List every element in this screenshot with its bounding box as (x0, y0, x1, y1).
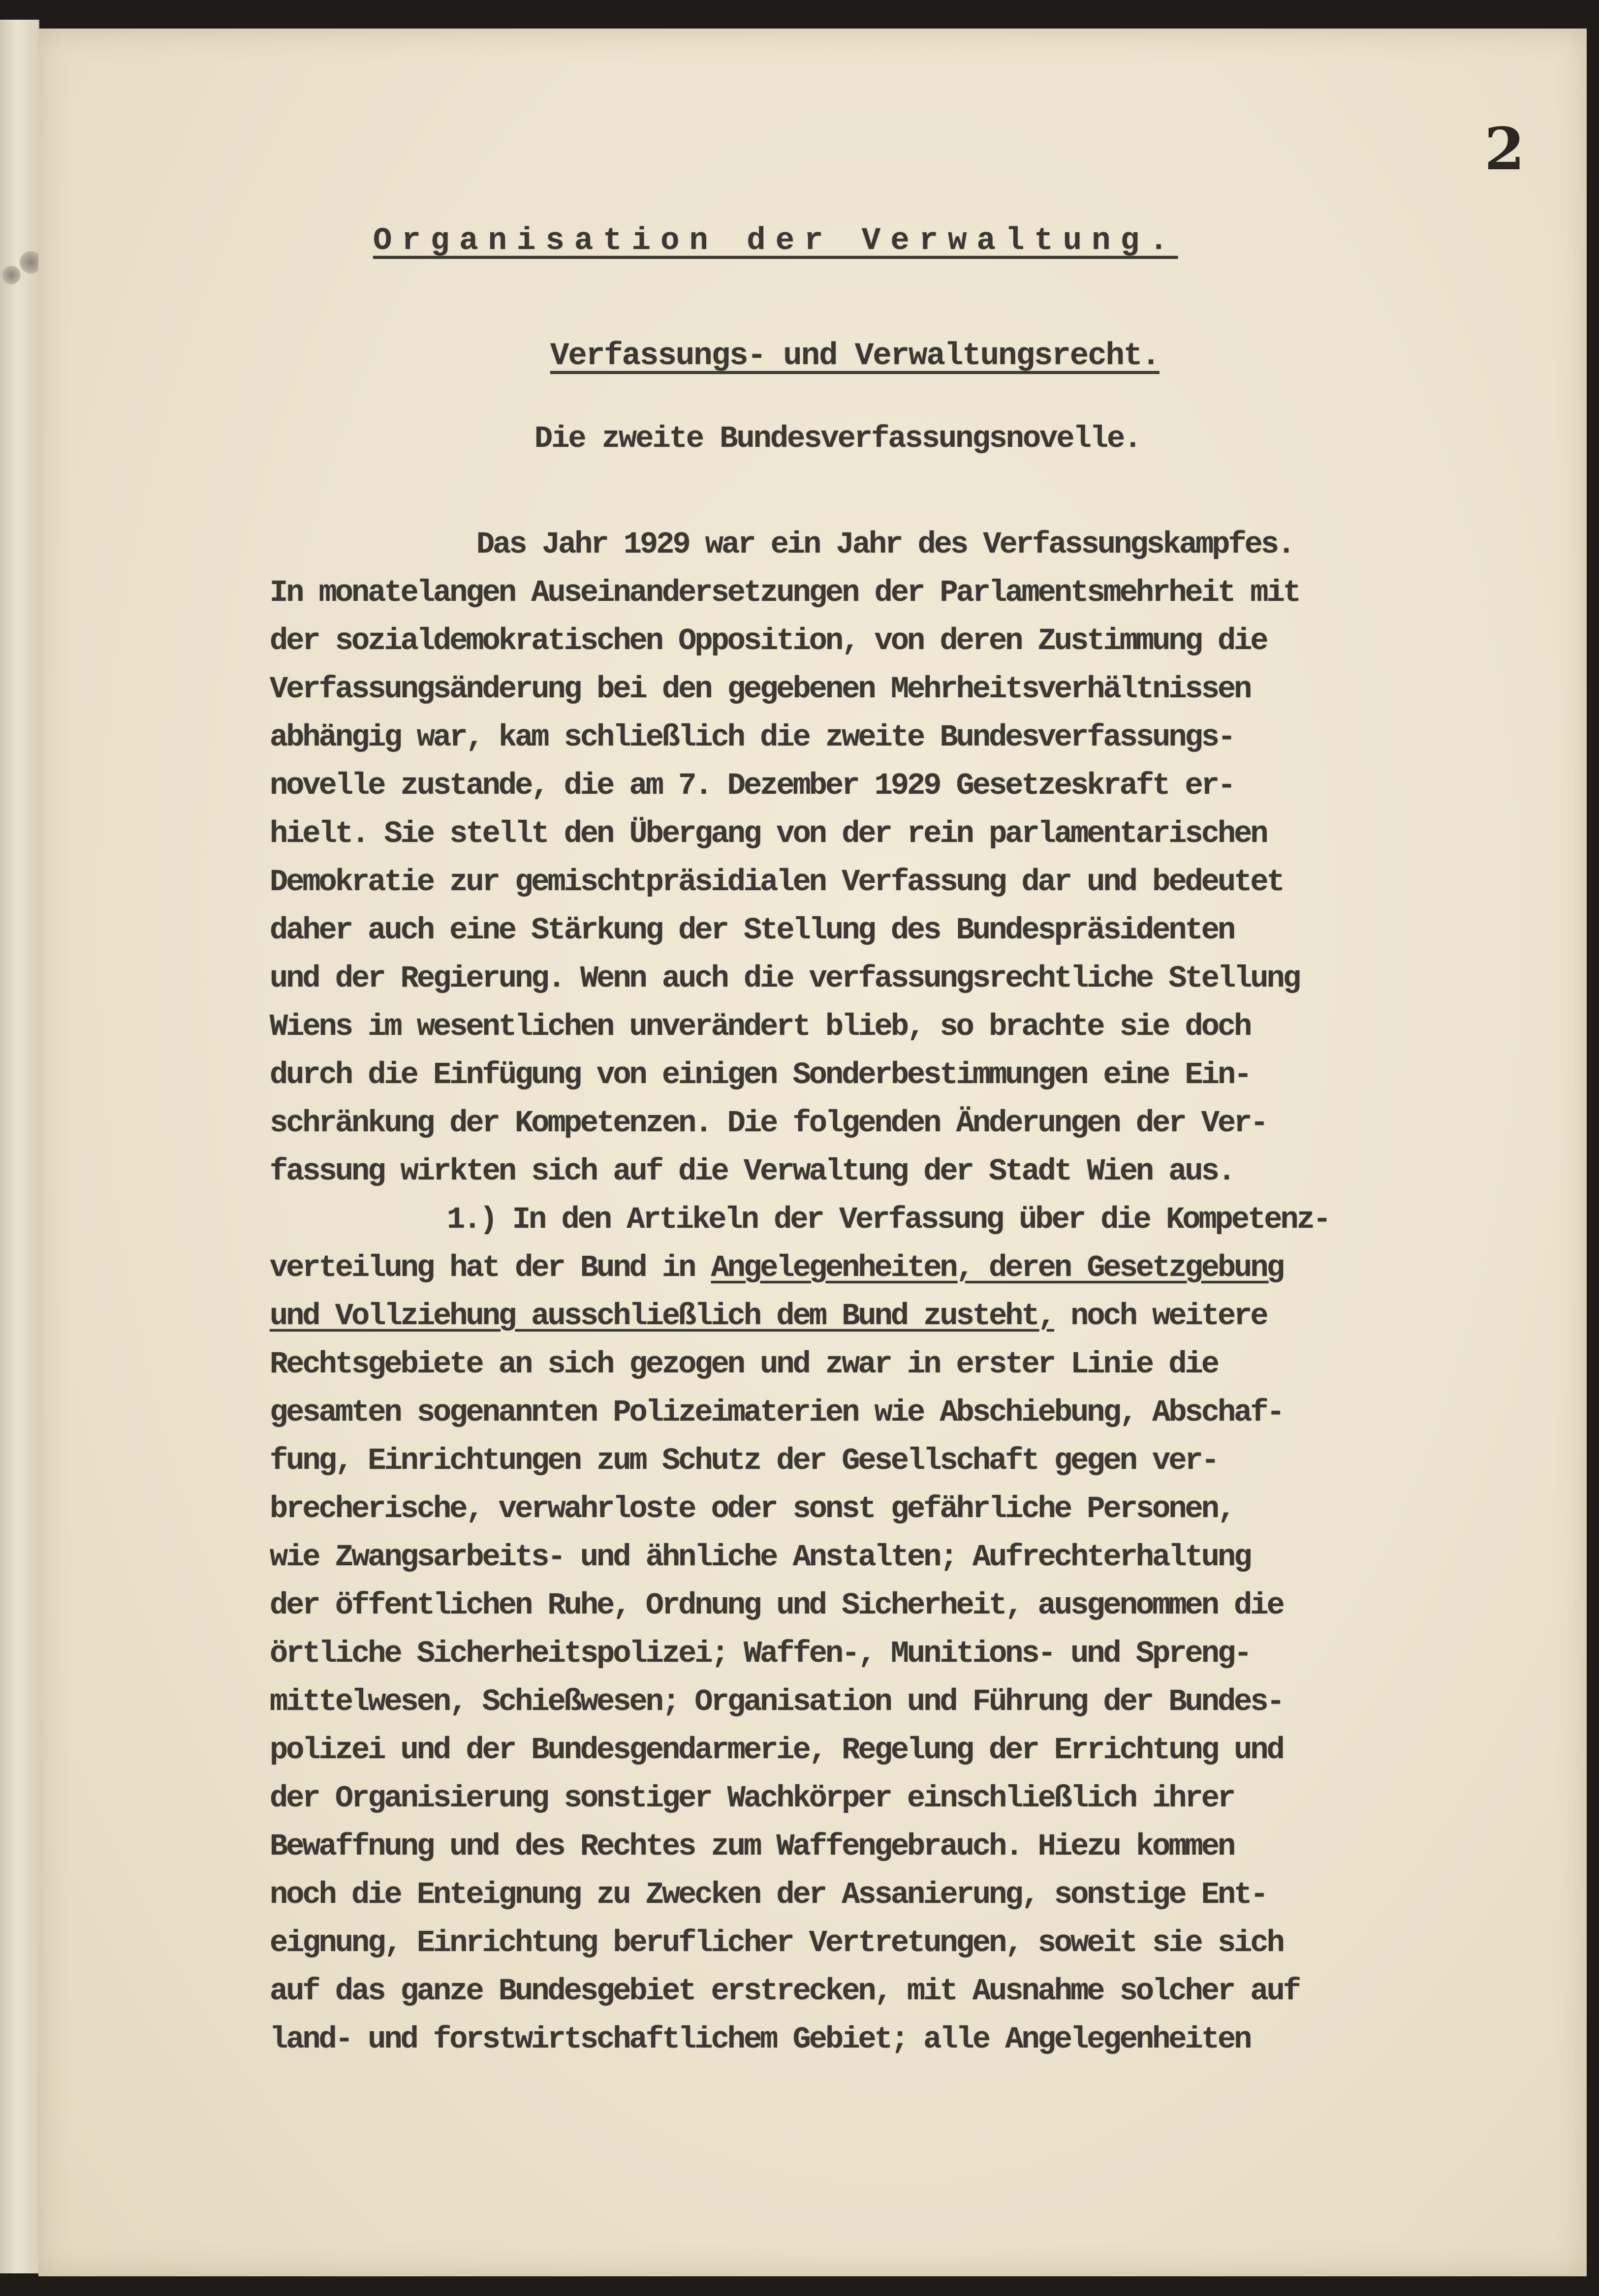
text-line: fung, Einrichtungen zum Schutz der Gesellschaft gegen ver- (270, 1443, 1218, 1478)
text-line: noch die Enteignung zu Zwecken der Assanierung, sonstige Ent- (270, 1877, 1267, 1912)
text-line: gesamten sogenannten Polizeimaterien wie Abschiebung, Abschaf- (270, 1395, 1283, 1430)
text-line: daher auch eine Stärkung der Stellung des Bundespräsidenten (270, 913, 1234, 948)
text-line: der öffentlichen Ruhe, Ordnung und Sicherheit, ausgenommen die (270, 1588, 1283, 1623)
text-line: Das Jahr 1929 war ein Jahr des Verfassungskampfes. (476, 527, 1294, 562)
text-line: land- und forstwirtschaftlichem Gebiet; alle Angelegenheiten (270, 2022, 1251, 2057)
text-line: mittelwesen, Schießwesen; Organisation und Führung der Bundes- (270, 1684, 1283, 1719)
text-line: und der Regierung. Wenn auch die verfassungsrechtliche Stellung (270, 961, 1299, 996)
text-line: Rechtsgebiete an sich gezogen und zwar in erster Linie die (270, 1347, 1218, 1382)
text-line: eignung, Einrichtung beruflicher Vertretungen, soweit sie sich (270, 1925, 1283, 1960)
text-line: Wiens im wesentlichen unverändert blieb, so brachte sie doch (270, 1009, 1251, 1044)
text-line: brecherische, verwahrloste oder sonst gefährliche Personen, (270, 1491, 1234, 1526)
underlined-phrase: und Vollziehung ausschließlich dem Bund zusteht, (270, 1299, 1054, 1334)
underlined-phrase: Angelegenheiten, deren Gesetzgebung (711, 1250, 1283, 1285)
sub-heading: Verfassungs- und Verwaltungsrecht. (550, 339, 1160, 374)
text-line: fassung wirkten sich auf die Verwaltung der Stadt Wien aus. (270, 1154, 1234, 1189)
text-line: durch die Einfügung von einigen Sonderbestimmungen eine Ein- (270, 1057, 1251, 1092)
body-text (270, 521, 1549, 2064)
text-fragment: verteilung hat der Bund in (270, 1250, 695, 1285)
text-line: örtliche Sicherheitspolizei; Waffen-, Munitions- und Spreng- (270, 1636, 1251, 1671)
text-line: Bewaffnung und des Rechtes zum Waffengebrauch. Hiezu kommen (270, 1829, 1234, 1864)
text-line: Verfassungsänderung bei den gegebenen Mehrheitsverhältnissen (270, 672, 1251, 707)
text-line: Demokratie zur gemischtpräsidialen Verfassung dar und bedeutet (270, 865, 1283, 900)
text-line (270, 1292, 1549, 1340)
binding-hole (2, 266, 21, 284)
text-line: der sozialdemokratischen Opposition, von deren Zustimmung die (270, 623, 1267, 658)
text-line: der Organisierung sonstiger Wachkörper einschließlich ihrer (270, 1781, 1234, 1816)
text-line: 1.) In den Artikeln der Verfassung über die Kompetenz- (447, 1202, 1330, 1237)
previous-page-edge (0, 20, 39, 2273)
text-fragment: noch weitere (1070, 1299, 1267, 1334)
text-line (270, 1244, 1549, 1292)
text-line: In monatelangen Auseinandersetzungen der Parlamentsmehrheit mit (270, 575, 1299, 610)
page-number: 2 (1484, 115, 1525, 183)
document-page (38, 29, 1587, 2276)
section-heading: Die zweite Bundesverfassungsnovelle. (534, 421, 1141, 456)
text-line: polizei und der Bundesgendarmerie, Regelung der Errichtung und (270, 1733, 1283, 1768)
text-line: auf das ganze Bundesgebiet erstrecken, mit Ausnahme solcher auf (270, 1974, 1299, 2009)
text-line: wie Zwangsarbeits- und ähnliche Anstalten; Aufrechterhaltung (270, 1540, 1251, 1575)
text-line: abhängig war, kam schließlich die zweite Bundesverfassungs- (270, 720, 1234, 755)
text-line: novelle zustande, die am 7. Dezember 1929 Gesetzeskraft er- (270, 768, 1234, 803)
text-line: hielt. Sie stellt den Übergang von der rein parlamentarischen (270, 816, 1267, 851)
text-line: schränkung der Kompetenzen. Die folgenden Änderungen der Ver- (270, 1106, 1267, 1141)
main-heading: Organisation der Verwaltung. (373, 223, 1178, 259)
